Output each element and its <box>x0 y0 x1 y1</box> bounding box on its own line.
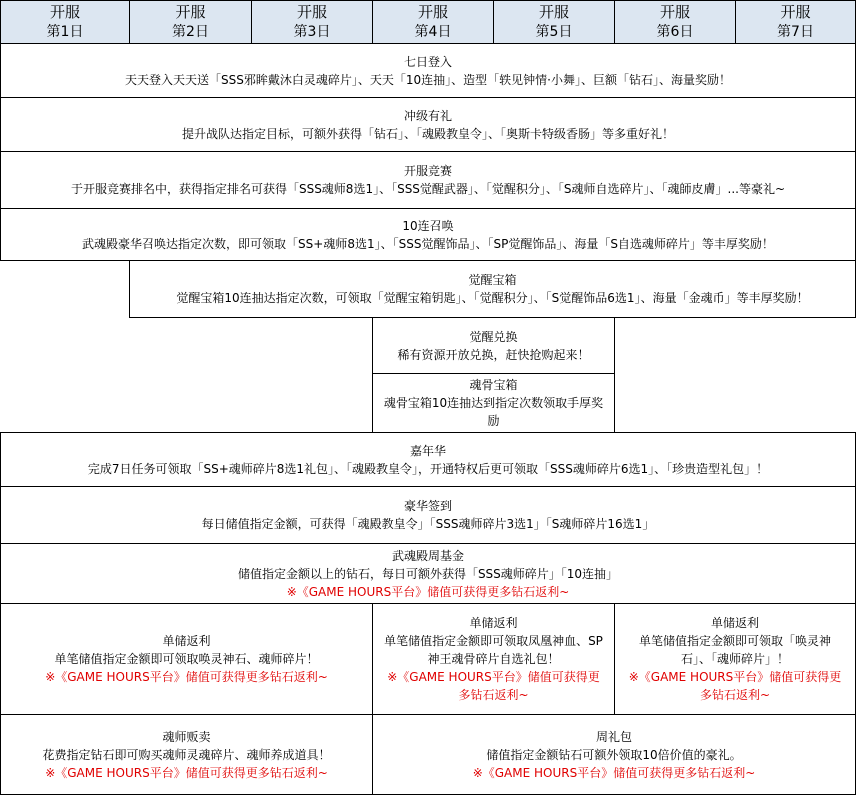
event-title: 觉醒兑换 <box>469 329 518 344</box>
event-title: 嘉年华 <box>409 443 446 458</box>
event-weekly-gift <box>373 715 856 795</box>
event-soul-bone-chest <box>373 374 615 433</box>
event-desc: 单笔储值指定金额即可领取「唤灵神 <box>638 634 831 648</box>
day-2-header: 开服 第2日 <box>130 1 252 44</box>
day-5-header: 开服 第5日 <box>494 1 615 44</box>
event-desc-cont: 励 <box>487 414 500 428</box>
empty-cell <box>615 318 856 433</box>
event-single-topup-b <box>373 604 615 715</box>
event-server-competition <box>1 152 856 209</box>
event-title: 10连召唤 <box>402 218 454 233</box>
event-ten-pull <box>1 209 856 261</box>
day-3-header: 开服 第3日 <box>252 1 373 44</box>
event-deluxe-signin <box>1 487 856 544</box>
event-note: ※《GAME HOURS平台》储值可获得更多钻石返利~ <box>472 765 756 780</box>
event-title: 觉醒宝箱 <box>468 273 517 287</box>
event-desc: 稀有资源开放兑换，赶快抢购起来！ <box>397 347 590 362</box>
event-awaken-chest <box>130 261 856 318</box>
event-desc: 花费指定钻石即可购买魂师灵魂碎片、魂师养成道具！ <box>42 747 331 762</box>
event-note: ※《GAME HOURS平台》储值可获得更 <box>387 670 600 684</box>
day-7-header: 开服 第7日 <box>736 1 856 44</box>
event-note-cont: 多钻石返利~ <box>699 688 771 702</box>
event-title: 冲级有礼 <box>403 108 452 123</box>
event-desc: 觉醒宝箱10连抽达指定次数，可领取「觉醒宝箱钥匙」、「觉醒积分」、「S觉醒饰品6选1」、海量「金魂币」等丰厚奖励！ <box>176 291 809 305</box>
event-note: ※《GAME HOURS平台》储值可获得更多钻石返利~ <box>286 584 570 599</box>
event-desc: 储值指定金额以上的钻石，每日可额外获得「SSS魂师碎片」「10连抽」 <box>237 566 619 581</box>
event-desc: 魂骨宝箱10连抽达到指定次数领取手厚奖 <box>383 396 604 410</box>
event-desc: 于开服竞赛排名中，获得指定排名可获得「SSS魂师8选1」、「SSS觉醒武器」、「觉醒积分」、「S魂师自选碎片」、「魂師皮膚」...等豪礼~ <box>70 182 786 196</box>
event-note-cont: 多钻石返利~ <box>458 688 529 702</box>
empty-cell <box>130 318 373 433</box>
event-desc: 天天登入天天送「SSS邪眸戴沐白灵魂碎片」、天天「10连抽」、造型「轶见钟情·小舞」、巨额「钻石」、海量奖励！ <box>125 72 731 87</box>
event-desc: 储值指定金额钻石可额外领取10倍价值的豪礼。 <box>486 747 742 762</box>
event-desc-cont: 神王魂骨碎片自选礼包！ <box>427 652 560 666</box>
day-6-header: 开服 第6日 <box>615 1 736 44</box>
event-title: 豪华签到 <box>403 499 452 513</box>
event-weekly-fund <box>1 544 856 604</box>
event-seven-day-login <box>1 44 856 98</box>
event-note: ※《GAME HOURS平台》储值可获得更 <box>628 670 842 684</box>
event-title: 单储返利 <box>162 634 211 648</box>
event-awaken-exchange <box>373 318 615 374</box>
event-title: 周礼包 <box>595 729 632 744</box>
event-note: ※《GAME HOURS平台》储值可获得更多钻石返利~ <box>45 670 328 684</box>
event-title: 武魂殿周基金 <box>391 548 464 563</box>
event-carnival <box>1 433 856 487</box>
event-desc: 完成7日任务可领取「SS+魂师碎片8选1礼包」、「魂殿教皇令」，开通特权后更可领取「SSS魂师碎片6选1」、「珍贵造型礼包」！ <box>87 461 769 476</box>
event-soul-master-sale <box>1 715 373 795</box>
event-title: 单储返利 <box>710 616 759 630</box>
event-desc-cont: 石」、「魂师碎片」！ <box>680 652 789 666</box>
event-title: 魂师贩卖 <box>162 729 211 744</box>
event-desc: 武魂殿豪华召唤达指定次数，即可领取「SS+魂师8选1」、「SSS觉醒饰品」、「SP觉醒饰品」、海量「S自选魂师碎片」等丰厚奖励！ <box>82 236 774 251</box>
header-row <box>1 1 856 44</box>
event-title: 单储返利 <box>469 616 518 630</box>
event-title: 七日登入 <box>403 54 452 69</box>
event-desc: 提升战队达指定目标，可额外获得「钻石」、「魂殿教皇令」、「奥斯卡特级香肠」等多重好礼！ <box>181 126 674 141</box>
event-title: 魂骨宝箱 <box>469 378 518 392</box>
day-4-header: 开服 第4日 <box>373 1 494 44</box>
empty-cell <box>1 261 130 433</box>
event-desc: 每日储值指定金额，可获得「魂殿教皇令」「SSS魂师碎片3选1」「S魂师碎片16选1」 <box>201 517 655 531</box>
day-1-header: 开服 第1日 <box>1 1 130 44</box>
event-level-up <box>1 98 856 152</box>
event-desc: 单笔储值指定金额即可领取凤凰神血、SP <box>384 634 603 648</box>
event-single-topup-c <box>615 604 856 715</box>
event-note: ※《GAME HOURS平台》储值可获得更多钻石返利~ <box>45 765 328 780</box>
event-title: 开服竞赛 <box>403 164 452 178</box>
event-single-topup-a <box>1 604 373 715</box>
event-desc: 单笔储值指定金额即可领取唤灵神石、魂师碎片！ <box>54 652 319 666</box>
